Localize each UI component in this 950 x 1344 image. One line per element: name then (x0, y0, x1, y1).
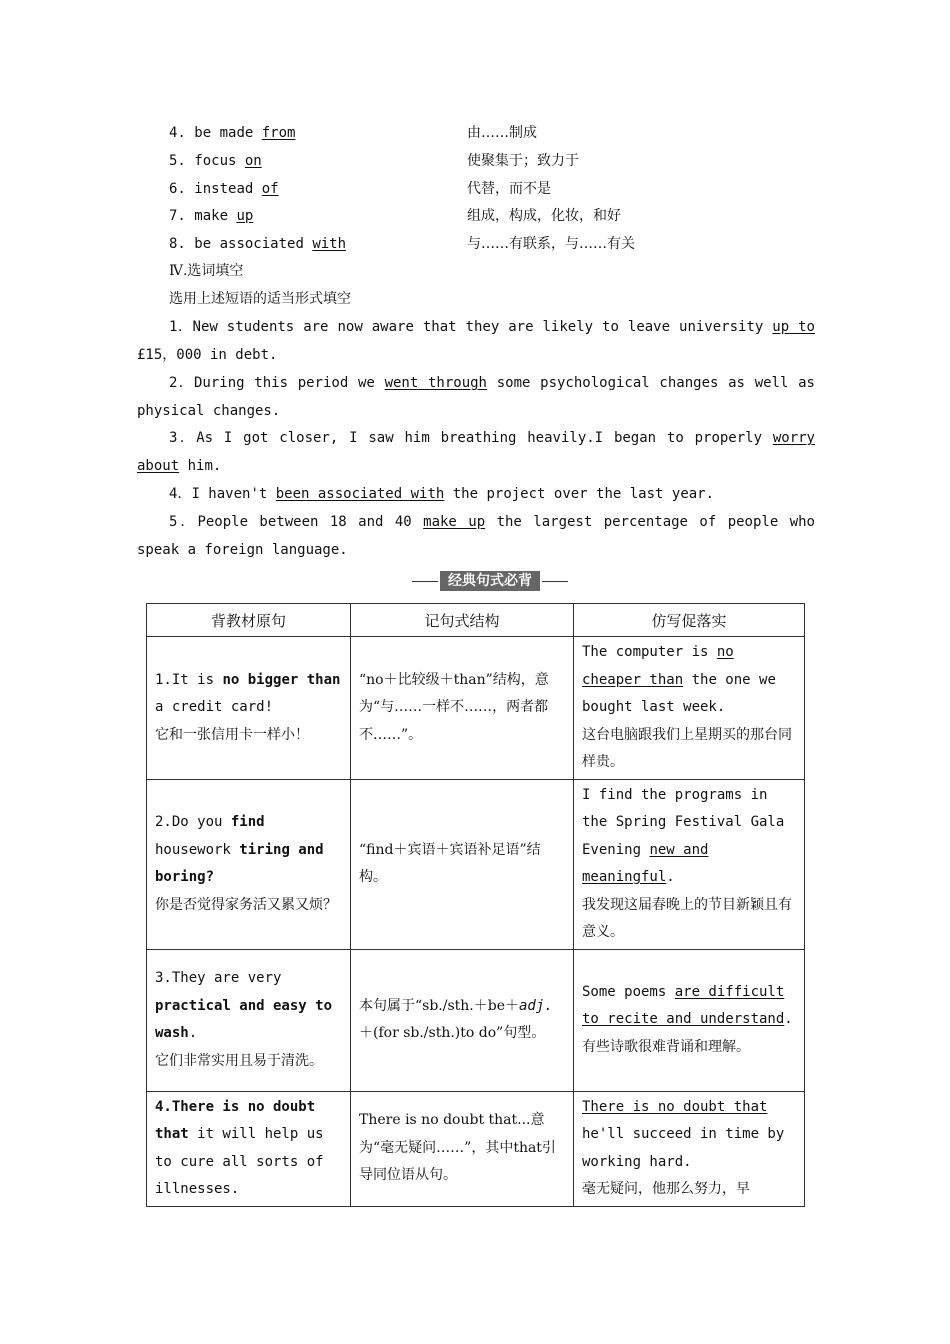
section-title: Ⅳ.选词填空 (169, 263, 244, 279)
phrase-item-7: 7. make up 组成，构成，化妆，和好 (169, 208, 621, 224)
exercise-item-4: 4．I haven't been associated with the project over the last year. (169, 486, 715, 502)
answer: new and meaningful (582, 841, 709, 885)
section-instruction: 选用上述短语的适当形式填空 (169, 291, 351, 307)
table-cell: 4.There is no doubt that it will help us to cure all sorts of illnesses. (147, 1091, 351, 1206)
answer: are difficult to recite and understand (582, 983, 785, 1028)
banner-line-right (542, 581, 568, 582)
banner-title: 经典句式必背 (440, 571, 540, 591)
table-cell: 3.They are very practical and easy to wash. 它们非常实用且易于清洗。 (147, 949, 351, 1091)
banner-line-left (412, 581, 438, 582)
answer: went through (384, 375, 487, 391)
sentence-table (146, 603, 805, 1207)
section-banner (410, 571, 570, 591)
answer: make up (423, 514, 486, 530)
table-cell: The computer is no cheaper than the one we bought last week. 这台电脑跟我们上星期买的那台同样贵。 (574, 637, 805, 780)
answer: up (236, 208, 254, 224)
answer: with (312, 236, 347, 252)
phrase-item-6: 6. instead of 代替，而不是 (169, 181, 551, 197)
column-header: 记句式结构 (351, 604, 574, 637)
table-cell: I find the programs in the Spring Festival Gala Evening new and meaningful. 我发现这届春晚上的节目新颖且有意义。 (574, 779, 805, 949)
phrase-item-4: 4. be made from 由……制成 (169, 125, 537, 141)
table-row (147, 637, 805, 780)
column-header: 仿写促落实 (574, 604, 805, 637)
table-cell: 2.Do you find housework tiring and boring? 你是否觉得家务活又累又烦？ (147, 779, 351, 949)
table-cell: 1.It is no bigger than a credit card! 它和一张信用卡一样小！ (147, 637, 351, 780)
table-cell: There is no doubt that he'll succeed in time by working hard. 毫无疑问，他那么努力，早 (574, 1091, 805, 1206)
answer: been associated with (275, 486, 445, 502)
table-cell: “no＋比较级＋than”结构，意为“与……一样不……，两者都不……”。 (351, 637, 574, 780)
table-header-row (147, 604, 805, 637)
exercise-item-1: 1．New students are now aware that they are likely to leave university up to £15，000 in debt. (137, 319, 815, 363)
exercise-item-3: 3．As I got closer, I saw him breathing heavily.I began to properly worry about him. (137, 430, 815, 474)
table-cell: Some poems are difficult to recite and understand. 有些诗歌很难背诵和理解。 (574, 949, 805, 1091)
answer: worry about (137, 430, 815, 474)
table-cell: “find＋宾语＋宾语补足语”结构。 (351, 779, 574, 949)
answer: on (244, 153, 262, 169)
table-cell: There is no doubt that...意为“毫无疑问……”，其中that引导同位语从句。 (351, 1091, 574, 1206)
table-row (147, 1091, 805, 1206)
table-cell: 本句属于“sb./sth.＋be＋adj.＋(for sb./sth.)to do”句型。 (351, 949, 574, 1091)
answer: of (261, 181, 279, 197)
answer: There is no doubt that (582, 1098, 768, 1115)
table-row (147, 949, 805, 1091)
column-header: 背教材原句 (147, 604, 351, 637)
answer: up to (772, 319, 815, 335)
phrase-item-8: 8. be associated with 与……有联系，与……有关 (169, 236, 635, 252)
answer: from (261, 125, 296, 141)
table-row (147, 779, 805, 949)
answer: no cheaper than (582, 644, 734, 688)
exercise-item-5: 5．People between 18 and 40 make up the largest percentage of people who speak a foreign language. (137, 514, 815, 558)
phrase-item-5: 5. focus on 使聚集于；致力于 (169, 153, 579, 169)
exercise-item-2: 2．During this period we went through some psychological changes as well as physical changes. (137, 375, 815, 419)
